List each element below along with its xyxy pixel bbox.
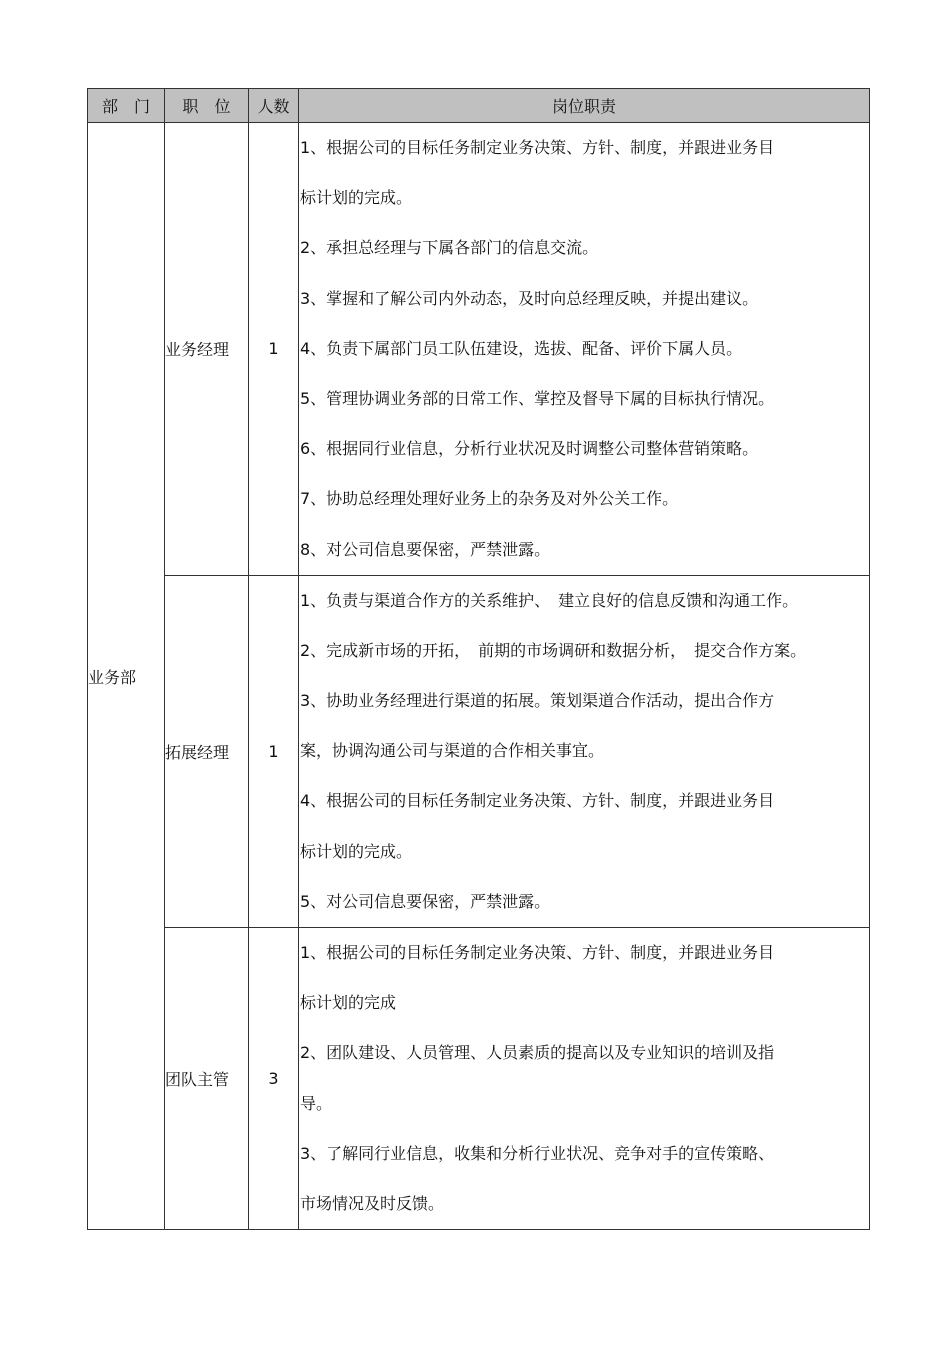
table-row	[88, 123, 870, 576]
position-cell: 业务经理	[165, 123, 249, 576]
position-cell: 拓展经理	[165, 575, 249, 927]
duty-line: 8、对公司信息要保密，严禁泄露。	[300, 539, 551, 559]
duty-line: 2、团队建设、人员管理、人员素质的提高以及专业知识的培训及指	[300, 1043, 775, 1063]
duty-line: 市场情况及时反馈。	[300, 1193, 445, 1213]
duty-line: 1、根据公司的目标任务制定业务决策、方针、制度，并跟进业务目	[300, 138, 775, 157]
header-department: 部 门	[88, 89, 165, 123]
duty-line: 6、根据同行业信息，分析行业状况及时调整公司整体营销策略。	[300, 439, 759, 459]
table-row	[88, 575, 870, 927]
duty-line: 3、掌握和了解公司内外动态，及时向总经理反映，并提出建议。	[300, 288, 759, 308]
department-cell: 业务部	[88, 123, 165, 1230]
header-row	[88, 89, 870, 123]
duty-line: 标计划的完成。	[300, 841, 413, 861]
duty-line: 1、根据公司的目标任务制定业务决策、方针、制度，并跟进业务目	[300, 943, 775, 962]
header-duties: 岗位职责	[299, 89, 870, 123]
header-position: 职 位	[165, 89, 249, 123]
count-cell: 1	[249, 123, 299, 576]
position-cell: 团队主管	[165, 928, 249, 1230]
duty-line: 2、承担总经理与下属各部门的信息交流。	[300, 238, 599, 258]
duty-line: 案，协调沟通公司与渠道的合作相关事宜。	[300, 741, 605, 761]
duty-line: 3、协助业务经理进行渠道的拓展。策划渠道合作活动，提出合作方	[300, 691, 775, 711]
count-cell: 3	[249, 928, 299, 1230]
duties-cell	[299, 575, 870, 927]
duties-cell	[299, 928, 870, 1230]
duty-line: 导。	[300, 1093, 333, 1113]
duty-line: 5、对公司信息要保密，严禁泄露。	[300, 891, 551, 911]
duty-line: 7、协助总经理处理好业务上的杂务及对外公关工作。	[300, 489, 679, 509]
duty-line: 4、负责下属部门员工队伍建设，选拔、配备、评价下属人员。	[300, 338, 743, 358]
duty-line: 标计划的完成	[300, 993, 397, 1013]
duties-cell	[299, 123, 870, 576]
duty-table	[87, 88, 870, 1230]
duty-line: 标计划的完成。	[300, 188, 413, 208]
duty-line: 2、完成新市场的开拓， 前期的市场调研和数据分析， 提交合作方案。	[300, 640, 807, 660]
count-cell: 1	[249, 575, 299, 927]
duty-line: 3、了解同行业信息，收集和分析行业状况、竞争对手的宣传策略、	[300, 1143, 775, 1163]
duty-line: 1、负责与渠道合作方的关系维护、 建立良好的信息反馈和沟通工作。	[300, 590, 799, 610]
header-count: 人数	[249, 89, 299, 123]
table-row	[88, 928, 870, 1230]
duty-line: 5、管理协调业务部的日常工作、掌控及督导下属的目标执行情况。	[300, 388, 775, 408]
duty-line: 4、根据公司的目标任务制定业务决策、方针、制度，并跟进业务目	[300, 791, 775, 811]
